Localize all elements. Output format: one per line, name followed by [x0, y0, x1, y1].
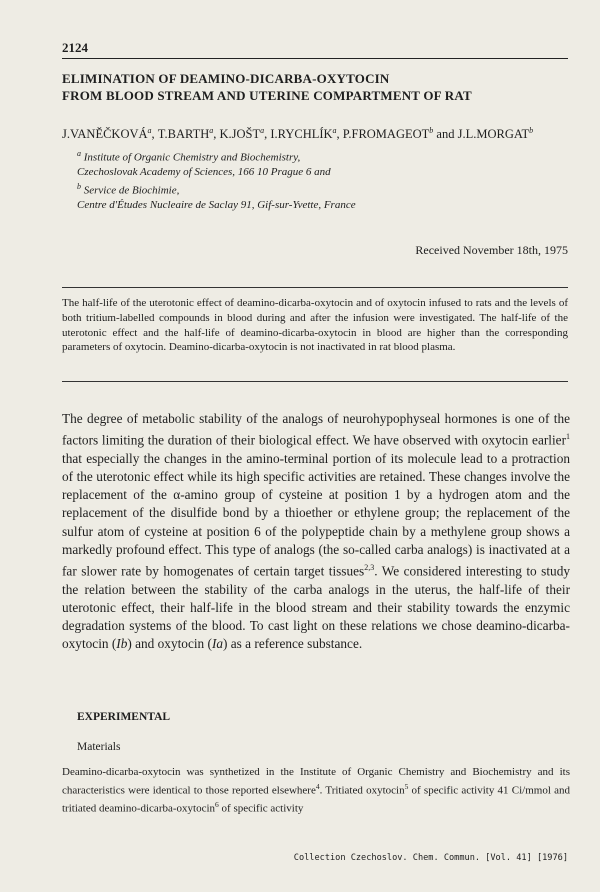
introduction-paragraph: The degree of metabolic stability of the analogs of neurohypophyseal hormones is one of the factors limiting the duration of their biological effect. We have observed with oxytocin earlier$^1$ that especially the changes in the amino-terminal portion of its molecule lead to a protraction of the uterotonic effect while its high specific activities are retained. These changes involve the replacement of the α-amino group of cysteine at position 1 by a hydrogen atom and the replacement of the disulfide bond by a thioether or ethylene group; the replacement of the sulfur atom of cysteine at position 6 of the polypeptide chain by a methylene group shows a markedly profound effect. This type of analogs (the so-called carba analogs) is inactivated at a far slower rate by homogenates of certain target tissues$^{2,3}$. We considered interesting to study the relation between the stability of the carba analogs in the uterus, the half-life of their uterotonic effect, their half-life in the blood stream and their stability towards the enzymic degradation systems of the blood. To cast light on these relations we chose deamino-dicarba-oxytocin (Ib) and oxytocin (Ia) as a reference substance.: [62, 411, 570, 652]
affiliation-mark: a: [147, 126, 152, 135]
compound-label: Ib: [116, 636, 128, 652]
affiliation-mark: a: [209, 126, 214, 135]
author-name: T.BARTH: [157, 127, 210, 142]
author-list: [62, 126, 572, 142]
author-name: K.JOŠT: [219, 127, 261, 142]
section-heading: EXPERIMENTAL: [77, 711, 171, 723]
journal-footer: Collection Czechoslov. Chem. Commun. [Vol. 41] [1976]: [293, 853, 568, 863]
author-separator: and: [433, 127, 458, 142]
author-separator: ,: [151, 127, 158, 142]
affiliation-mark: b: [529, 126, 534, 135]
affiliation-mark: a: [260, 126, 265, 135]
affiliation-b-line-1: $^b$ Service de Biochimie,: [77, 181, 180, 197]
citation: 5: [404, 781, 409, 791]
author-name: P.FROMAGEOT: [342, 127, 430, 142]
author-name: J.VANĚČKOVÁ: [62, 127, 148, 142]
affiliations: [77, 147, 577, 212]
citation: 4: [315, 781, 320, 791]
title-line-1: ELIMINATION OF DEAMINO-DICARBA-OXYTOCIN: [62, 71, 390, 86]
paper-title: [62, 70, 568, 104]
compound-label: Ia: [211, 636, 224, 652]
author-name: I.RYCHLÍK: [270, 127, 333, 142]
affiliation-mark: b: [429, 126, 434, 135]
author-separator: ,: [264, 127, 271, 142]
author-name: J.L.MORGAT: [457, 127, 530, 142]
subsection-heading: Materials: [77, 741, 121, 753]
materials-paragraph: Deamino-dicarba-oxytocin was synthetized in the Institute of Organic Chemistry and Biochemistry and its characteristics were identical to those reported elsewhere$^4$. Tritiated oxytocin$^5$ of specific activity 41 Ci/mmol and tritiated deamino-dicarba-oxytocin$^6$ of specific activity: [62, 766, 570, 815]
affiliation-a-line-1: $^a$ Institute of Organic Chemistry and Biochemistry,: [77, 149, 301, 164]
citation: 2,3: [364, 563, 375, 573]
received-date: Received November 18th, 1975: [415, 243, 568, 257]
abstract-bottom-rule: [62, 381, 568, 382]
title-line-2: FROM BLOOD STREAM AND UTERINE COMPARTMENT OF RAT: [62, 88, 472, 103]
affiliation-mark: b: [77, 181, 81, 191]
abstract: The half-life of the uterotonic effect of deamino-dicarba-oxytocin and of oxytocin infused to rats and the levels of both tritium-labelled compounds in blood during and after the infusion were investigated. The half-life of the uterotonic effect and the half-life of deamino-dicarba-oxytocin in blood are higher than the corresponding parameters of oxytocin. Deamino-dicarba-oxytocin is not inactivated in rat blood plasma.: [62, 297, 568, 354]
author-separator: ,: [213, 127, 220, 142]
affiliation-mark: a: [77, 149, 81, 158]
affiliation-a-line-2: Czechoslovak Academy of Sciences, 166 10 Prague 6 and: [77, 166, 331, 179]
citation: 1: [566, 432, 570, 442]
header-rule: [62, 58, 568, 59]
abstract-top-rule: [62, 287, 568, 288]
author-separator: ,: [336, 127, 343, 142]
citation: 6: [215, 800, 219, 810]
affiliation-b-line-2: Centre d'Études Nucleaire de Saclay 91, Gif-sur-Yvette, France: [77, 198, 356, 211]
page-number: 2124: [62, 40, 88, 55]
affiliation-mark: a: [332, 126, 337, 135]
